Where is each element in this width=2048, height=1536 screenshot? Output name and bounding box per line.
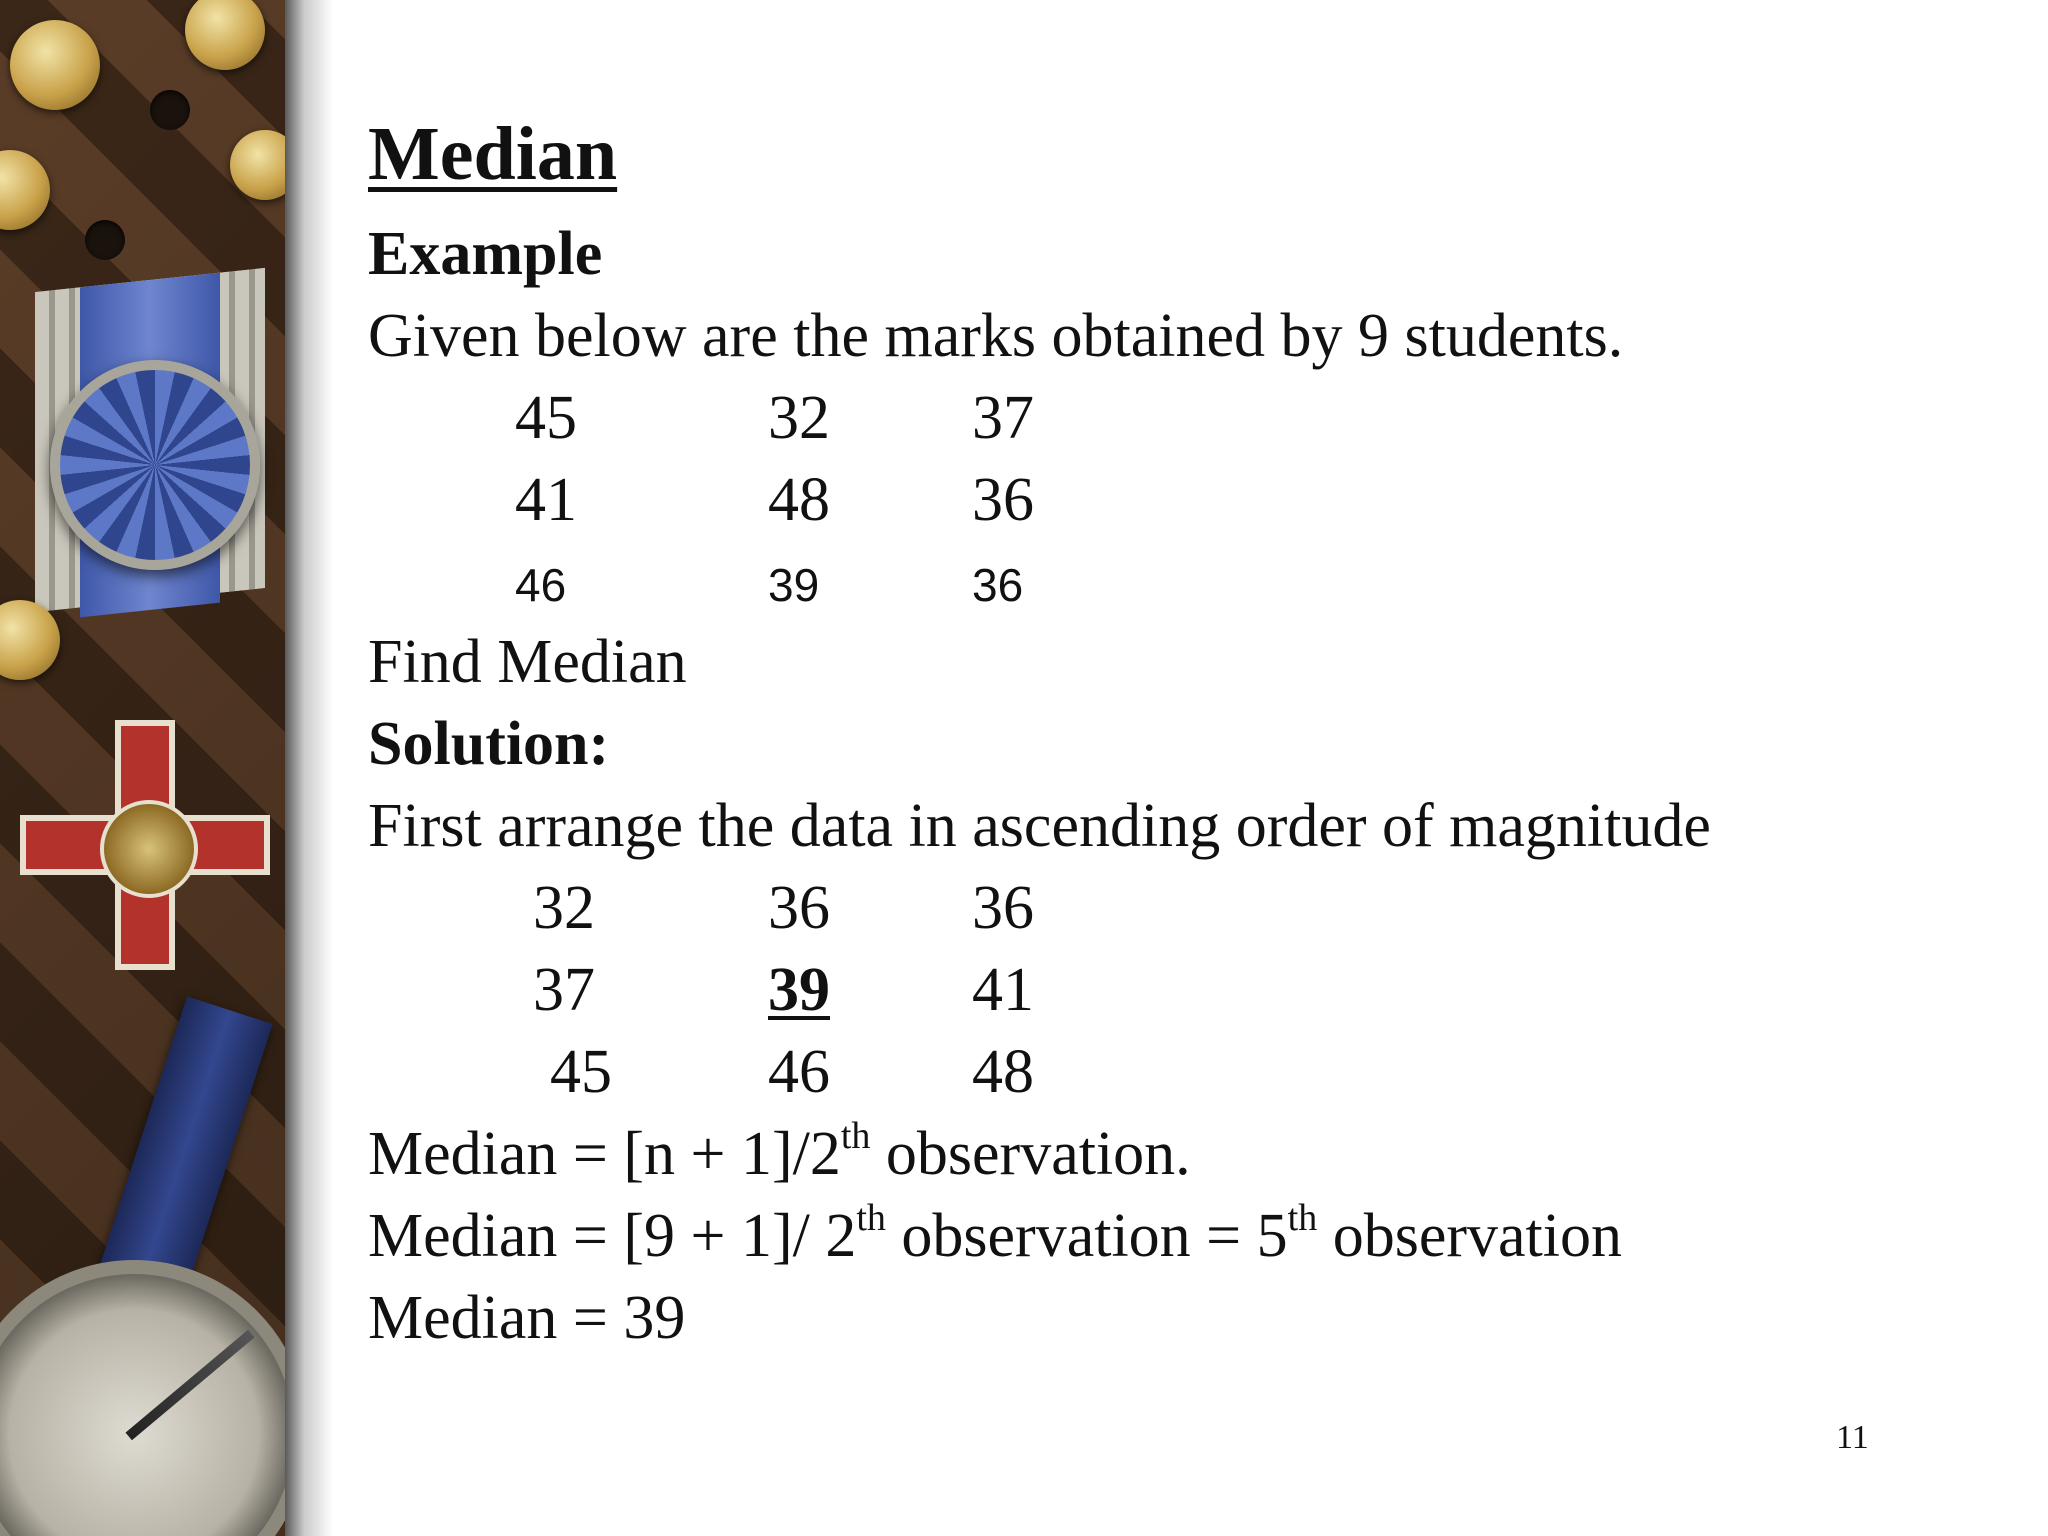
marks-cell: 48 [768,466,830,534]
decorative-side-image [0,0,285,1536]
sorted-cell: 41 [972,956,1034,1024]
marks-cell: 36 [972,466,1034,534]
sorted-cell: 45 [550,1038,612,1106]
marks-cell: 32 [768,384,830,452]
solution-label: Solution: [368,710,610,778]
side-image-shadow [285,0,333,1536]
marks-cell: 46 [515,559,567,611]
marks-cell: 36 [972,559,1024,611]
medal-cross-decoration [20,720,270,970]
median-formula [368,1115,1191,1190]
intro-text: Given below are the marks obtained by 9 students. [368,302,1624,370]
formula-text: observation. [870,1120,1191,1188]
hole-decoration [150,90,190,130]
example-label: Example [368,220,603,288]
formula-text: Median = [9 + 1]/ 2 [368,1202,857,1270]
sorted-cell: 48 [972,1038,1034,1106]
gold-button-decoration [0,150,50,230]
slide-title: Median [368,112,618,196]
page-number: 11 [1836,1419,1869,1456]
marks-cell: 39 [768,559,820,611]
hole-decoration [85,220,125,260]
gold-button-decoration [230,130,285,200]
rosette-decoration [50,360,260,570]
marks-cell: 45 [515,384,577,452]
sorted-cell: 46 [768,1038,830,1106]
formula-text: Median = [n + 1]/2 [368,1120,841,1188]
sorted-cell: 32 [533,874,595,942]
formula-text: observation [1317,1202,1622,1270]
marks-cell: 41 [515,466,577,534]
median-substitution [368,1197,1622,1272]
median-result: Median = 39 [368,1284,686,1352]
gold-button-decoration [185,0,265,70]
formula-text: observation = 5 [885,1202,1288,1270]
gold-button-decoration [0,600,60,680]
median-value-highlight: 39 [768,956,830,1024]
question-text: Find Median [368,628,687,696]
superscript: th [856,1197,886,1239]
compass-decoration [0,1260,285,1536]
instruction-text: First arrange the data in ascending order of magnitude [368,792,1711,860]
superscript: th [1287,1197,1318,1239]
gold-button-decoration [10,20,100,110]
sorted-cell: 37 [533,956,595,1024]
sorted-cell: 36 [972,874,1034,942]
sorted-cell: 36 [768,874,830,942]
marks-cell: 37 [972,384,1034,452]
superscript: th [840,1115,871,1157]
